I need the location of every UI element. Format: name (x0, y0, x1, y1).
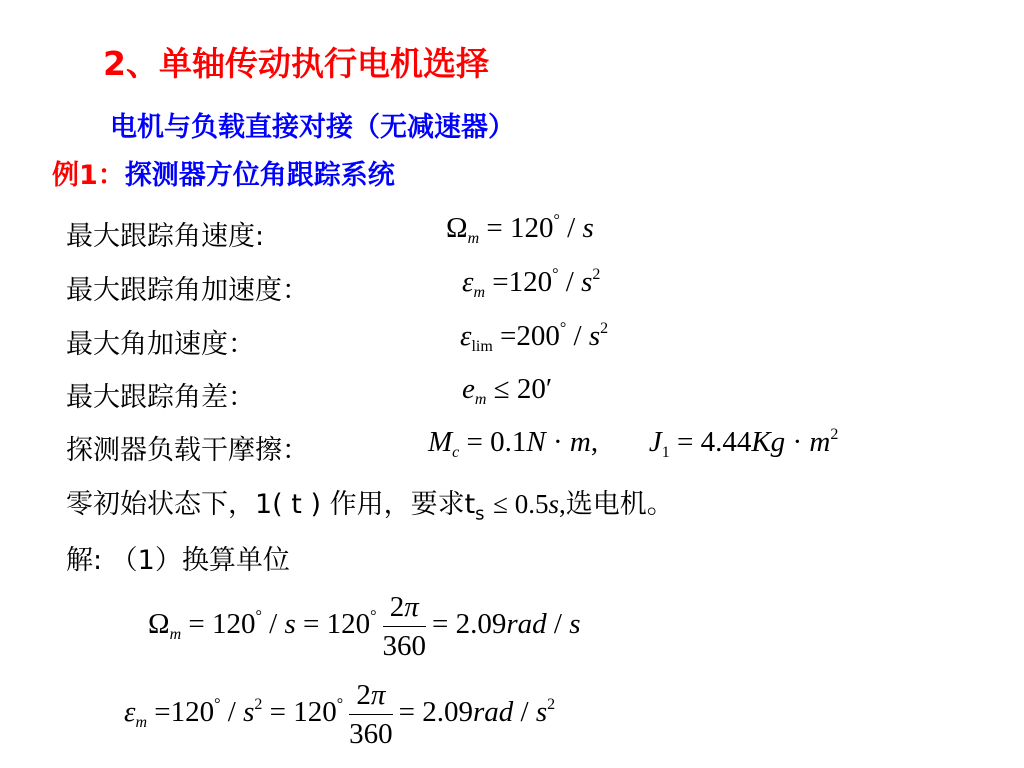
solution-label: 解: （1）换算单位 (66, 545, 290, 576)
formula-5: $M_c = 0.1N \cdot m$, $J_1 = 4.44Kg \cdot m^2$ (428, 426, 839, 461)
row-label-6: 零初始状态下，1( t ) 作用，要求$t_s \le 0.5s$,选电机。 (66, 489, 674, 525)
page-title: 2、单轴传动执行电机选择 (103, 44, 489, 83)
row-label-1: 最大跟踪角速度: (66, 221, 265, 252)
formula-2: $\varepsilon_m =120^\circ / s^2$ (462, 266, 601, 301)
formula-3: $\varepsilon_{lim} =200^\circ / s^2$ (460, 320, 609, 355)
equation-1: $\Omega_m = 120^\circ / s = 120^\circ$ $\frac{2\pi}{360}$ = 2.09rad / s (148, 591, 581, 662)
example-text: 探测器方位角跟踪系统 (124, 160, 395, 191)
row-label-3: 最大角加速度： (66, 329, 255, 360)
example-heading (52, 153, 395, 192)
row-label-2: 最大跟踪角加速度： (66, 275, 309, 306)
row-label-5: 探测器负载干摩擦： (66, 435, 309, 466)
equation-2: $\varepsilon_m =120^\circ / s^2 = 120^\circ$ $\frac{2\pi}{360}$ = $2.09rad / s^2$ (124, 679, 556, 750)
example-label: 例1： (52, 160, 125, 191)
subtitle: 电机与负载直接对接（无减速器） (110, 112, 515, 143)
formula-4: $e_m \le 20'$ (462, 373, 553, 408)
formula-1: $\Omega_m = 120^\circ / s$ (446, 212, 594, 247)
row-label-4: 最大跟踪角差： (66, 382, 255, 413)
